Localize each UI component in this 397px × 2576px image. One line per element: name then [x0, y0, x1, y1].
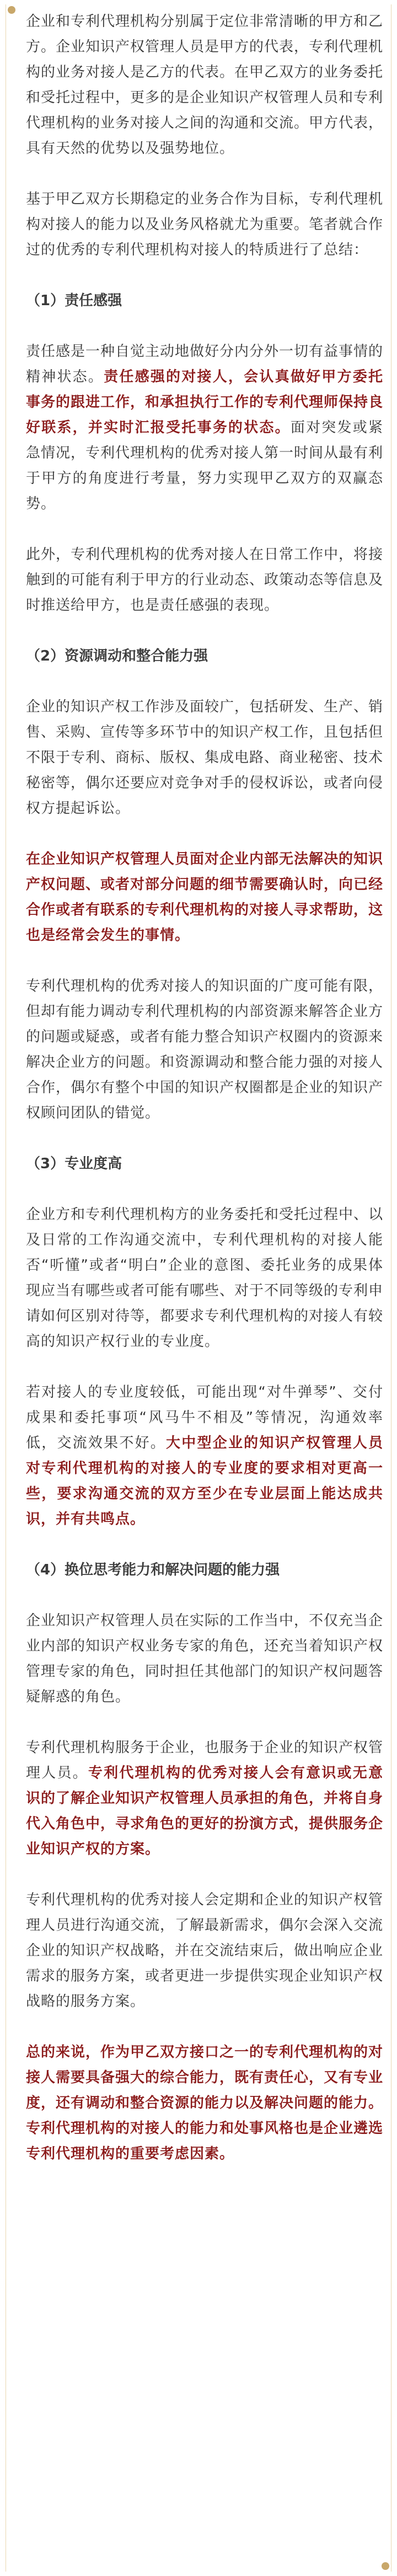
paragraph-role-empathy [26, 1735, 383, 1862]
paragraph-seek-help-emphasis: 在企业知识产权管理人员面对企业内部无法解决的知识产权问题、或者对部分问题的细节需要确认时，向已经合作或者有联系的专利代理机构的对接人寻求帮助，这也是经常会发生的事情。 [26, 851, 384, 944]
paragraph-professional-understanding: 企业方和专利代理机构方的业务委托和受托过程中、以及日常的工作沟通交流中，专利代理机构的对接人能否“听懂”或者“明白”企业的意图、委托业务的成果体现应当有哪些或者可能有哪些、对于不同等级的专利申请如何区别对待等，都要求专利代理机构的对接人有较高的知识产权行业的专业度。 [26, 1206, 384, 1350]
paragraph-professional-level [26, 1380, 383, 1532]
text-emphasis: 大中型企业的知识产权管理人员对专利代理机构的对接人的专业度的要求相对更高一些，要求沟通交流的双方至少在专业层面上能达成共识，并有共鸣点。 [26, 1435, 383, 1527]
paragraph-intro: 企业和专利代理机构分别属于定位非常清晰的甲方和乙方。企业知识产权管理人员是甲方的代表，专利代理机构的业务对接人是乙方的代表。在甲乙双方的业务委托和受托过程中，更多的是企业知识产权管理人员和专利代理机构的业务对接人之间的沟通和交流。甲方代表，具有天然的优势以及强势地位。 [26, 13, 384, 157]
text-plain: 面对突发或紧急情况，专利代理机构的优秀对接人第一时间从最有利于甲方的角度进行考量，努力实现甲乙双方的双赢态势。 [26, 419, 384, 512]
corner-ornament-top-left [8, 6, 15, 14]
section-heading-professionalism: （3）专业度高 [26, 1156, 122, 1172]
article-frame [6, 4, 391, 2572]
paragraph-regular-communication: 专利代理机构的优秀对接人会定期和企业的知识产权管理人员进行沟通交流，了解最新需求，偶尔会深入交流企业的知识产权战略，并在交流结束后，做出响应企业需求的服务方案，或者更进一步提供实现企业知识产权战略的服务方案。 [26, 1892, 384, 2010]
paragraph-conclusion-emphasis: 总的来说，作为甲乙双方接口之一的专利代理机构的对接人需要具备强大的综合能力，既有责任心，又有专业度，还有调动和整合资源的能力以及解决问题的能力。专利代理机构的对接人的能力和处事风格也是企业遴选专利代理机构的重要考虑因素。 [26, 2044, 384, 2162]
text-plain: 责任感是一种自觉主动地做好分内分外一切有益事情的精神状态。 [26, 343, 384, 385]
article-body [26, 9, 383, 2167]
paragraph-responsibility [26, 339, 383, 517]
paragraph-resource-integration: 专利代理机构的优秀对接人的知识面的广度可能有限，但却有能力调动专利代理机构的内部资源来解答企业方的问题或疑惑，或者有能力整合知识产权圈内的资源来解决企业方的问题。和资源调动和整合能力强的对接人合作，偶尔有整个中国的知识产权圈都是企业的知识产权顾问团队的错觉。 [26, 978, 384, 1121]
text-emphasis: 专利代理机构的优秀对接人会有意识或无意识的了解企业知识产权管理人员承担的角色，并将自身代入角色中，寻求角色的更好的扮演方式，提供服务企业知识产权的方案。 [26, 1765, 384, 1858]
text-emphasis: 责任感强的对接人，会认真做好甲方委托事务的跟进工作，和承担执行工作的专利代理师保持良好联系，并实时汇报受托事务的状态。 [26, 369, 384, 436]
section-heading-empathy-problem-solving: （4）换位思考能力和解决问题的能力强 [26, 1562, 280, 1578]
paragraph-responsibility-extra: 此外，专利代理机构的优秀对接人在日常工作中，将接触到的可能有利于甲方的行业动态、政策动态等信息及时推送给甲方，也是责任感强的表现。 [26, 546, 384, 614]
text-plain: 专利代理机构服务于企业，也服务于企业的知识产权管理人员。 [26, 1739, 384, 1781]
paragraph-ip-scope: 企业的知识产权工作涉及面较广，包括研发、生产、销售、采购、宣传等多环节中的知识产权工作，且包括但不限于专利、商标、版权、集成电路、商业秘密、技术秘密等，偶尔还要应对竞争对手的侵权诉讼，或者向侵权方提起诉讼。 [26, 699, 384, 817]
section-heading-resources: （2）资源调动和整合能力强 [26, 648, 208, 664]
paragraph-summary-lead: 基于甲乙双方长期稳定的业务合作为目标，专利代理机构对接人的能力以及业务风格就尤为重要。笔者就合作过的优秀的专利代理机构对接人的特质进行了总结： [26, 191, 384, 258]
corner-ornament-bottom-right [382, 2562, 389, 2570]
paragraph-ip-manager-roles: 企业知识产权管理人员在实际的工作当中，不仅充当企业内部的知识产权业务专家的角色，还充当着知识产权管理专家的角色，同时担任其他部门的知识产权问题答疑解惑的角色。 [26, 1612, 384, 1705]
text-plain: 若对接人的专业度较低，可能出现“对牛弹琴”、交付成果和委托事项“风马牛不相及”等情况，沟通效率低，交流效果不好。 [26, 1384, 383, 1451]
section-heading-responsibility: （1）责任感强 [26, 292, 122, 309]
